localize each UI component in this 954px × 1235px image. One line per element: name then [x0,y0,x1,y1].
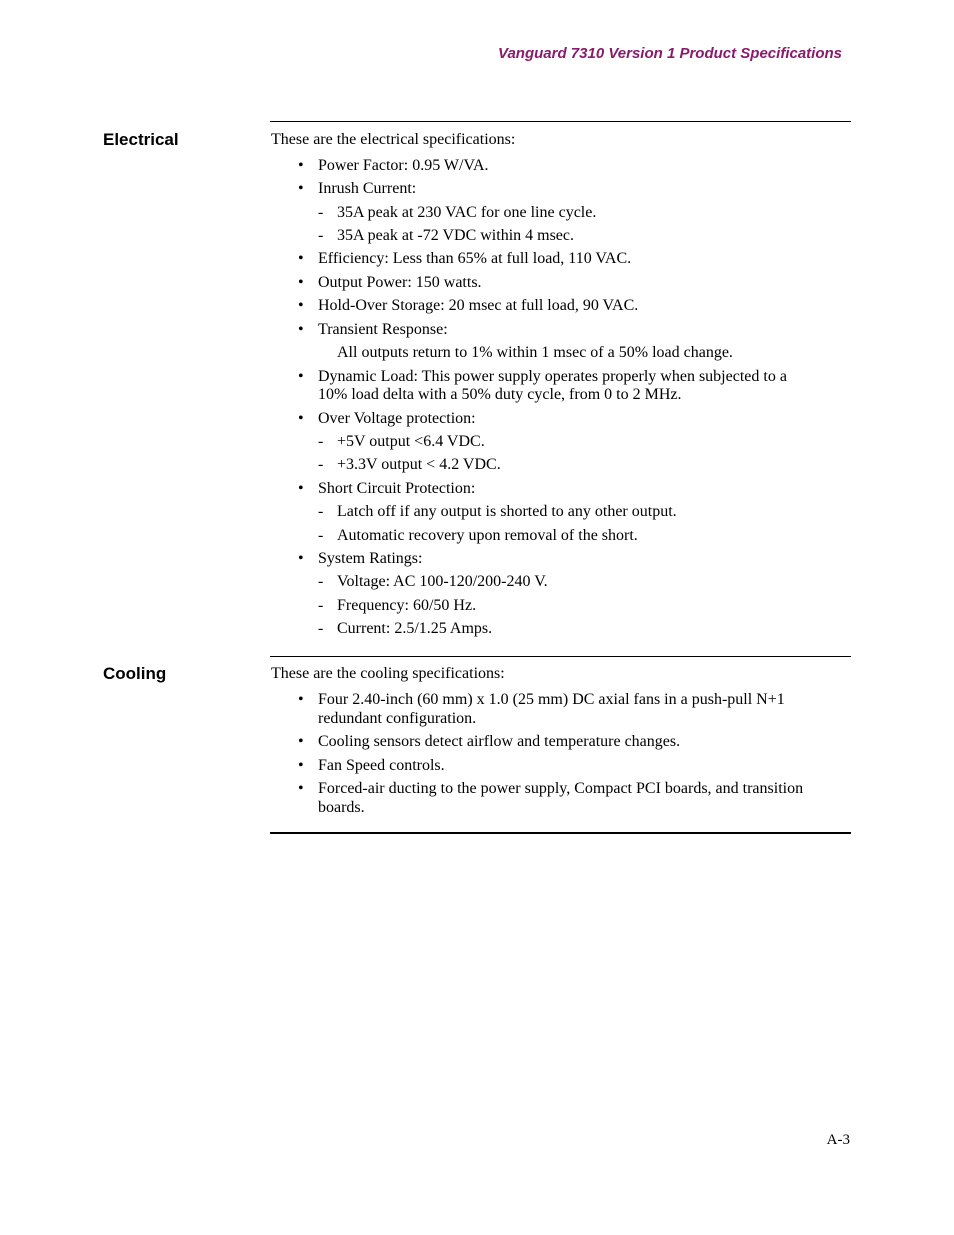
list-item-inrush-current: Inrush Current: [318,180,417,197]
dash-marker: - [318,527,324,544]
sub-item-3-3v-output: +3.3V output < 4.2 VDC. [337,456,501,473]
bullet-marker: • [298,691,304,708]
dash-marker: - [318,456,324,473]
electrical-intro: These are the electrical specifications: [271,131,516,148]
list-item-hold-over-storage: Hold-Over Storage: 20 msec at full load, 90 VAC. [318,297,639,314]
section-divider-cooling [270,656,851,657]
section-heading-cooling: Cooling [103,664,167,683]
section-heading-electrical: Electrical [103,130,179,149]
list-item-power-factor: Power Factor: 0.95 W/VA. [318,157,489,174]
list-item-fans-line1: Four 2.40-inch (60 mm) x 1.0 (25 mm) DC axial fans in a push-pull N+1 [318,691,785,708]
list-item-system-ratings: System Ratings: [318,550,423,567]
list-item-transient-response: Transient Response: [318,321,448,338]
transient-response-detail: All outputs return to 1% within 1 msec of a 50% load change. [337,344,733,361]
sub-item-automatic-recovery: Automatic recovery upon removal of the short. [337,527,638,544]
dash-marker: - [318,204,324,221]
bullet-marker: • [298,733,304,750]
list-item-fan-speed: Fan Speed controls. [318,757,445,774]
bullet-marker: • [298,550,304,567]
sub-item-latch-off: Latch off if any output is shorted to any other output. [337,503,677,520]
list-item-output-power: Output Power: 150 watts. [318,274,482,291]
running-header-title: Vanguard 7310 Version 1 Product Specifications [498,45,842,62]
bullet-marker: • [298,180,304,197]
bullet-marker: • [298,157,304,174]
list-item-cooling-sensors: Cooling sensors detect airflow and temperature changes. [318,733,681,750]
bullet-marker: • [298,780,304,797]
bullet-marker: • [298,250,304,267]
bullet-marker: • [298,297,304,314]
sub-item-inrush-230vac: 35A peak at 230 VAC for one line cycle. [337,204,597,221]
list-item-efficiency: Efficiency: Less than 65% at full load, 110 VAC. [318,250,632,267]
list-item-dynamic-load-line2: 10% load delta with a 50% duty cycle, from 0 to 2 MHz. [318,386,682,403]
bullet-marker: • [298,410,304,427]
list-item-dynamic-load-line1: Dynamic Load: This power supply operates properly when subjected to a [318,368,787,385]
list-item-over-voltage: Over Voltage protection: [318,410,476,427]
bullet-marker: • [298,274,304,291]
bullet-marker: • [298,368,304,385]
cooling-intro: These are the cooling specifications: [271,665,505,682]
list-item-ducting-line1: Forced-air ducting to the power supply, Compact PCI boards, and transition [318,780,804,797]
list-item-fans-line2: redundant configuration. [318,710,477,727]
sub-item-frequency: Frequency: 60/50 Hz. [337,597,477,614]
dash-marker: - [318,597,324,614]
dash-marker: - [318,433,324,450]
bullet-marker: • [298,321,304,338]
sub-item-inrush-72vdc: 35A peak at -72 VDC within 4 msec. [337,227,575,244]
sub-item-voltage: Voltage: AC 100-120/200-240 V. [337,573,548,590]
section-divider-electrical [270,121,851,122]
bullet-marker: • [298,480,304,497]
dash-marker: - [318,573,324,590]
dash-marker: - [318,227,324,244]
list-item-ducting-line2: boards. [318,799,365,816]
section-end-rule [270,832,851,834]
bullet-marker: • [298,757,304,774]
page-number: A-3 [826,1132,850,1148]
list-item-short-circuit: Short Circuit Protection: [318,480,476,497]
sub-item-5v-output: +5V output <6.4 VDC. [337,433,485,450]
dash-marker: - [318,620,324,637]
dash-marker: - [318,503,324,520]
sub-item-current: Current: 2.5/1.25 Amps. [337,620,493,637]
